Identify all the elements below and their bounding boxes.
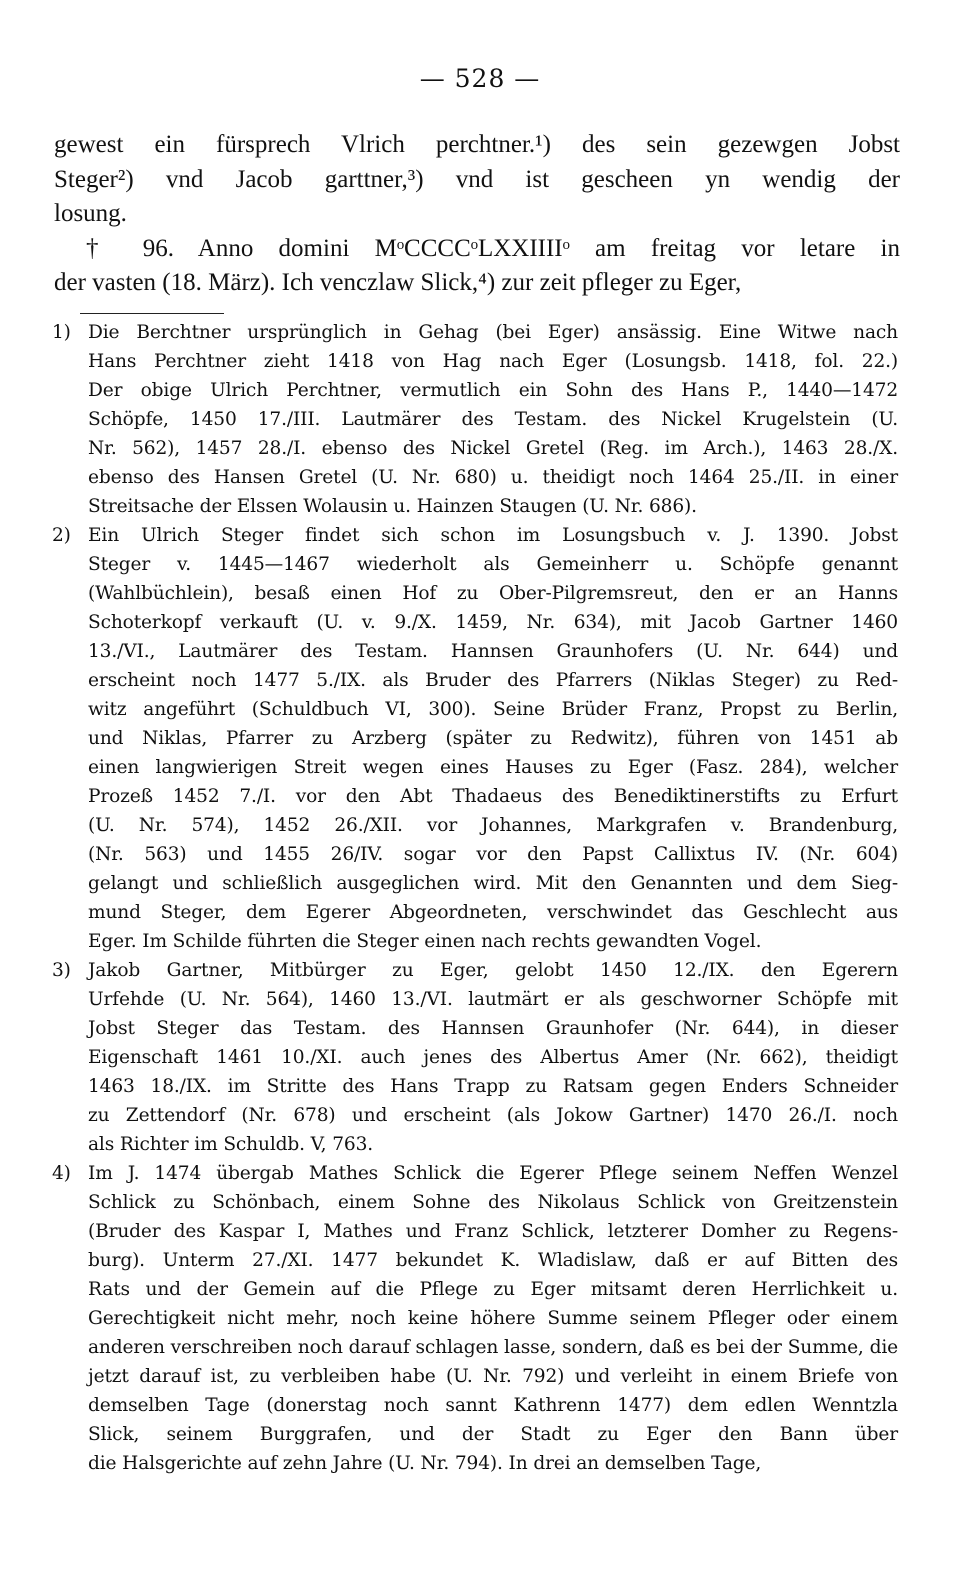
main-text-line: gewest ein fürsprech Vlrich perchtner.¹) des sein gezewgen Jobst (54, 131, 900, 158)
footnote-line (88, 985, 898, 1014)
footnote-line (88, 898, 898, 927)
footnote-text: Ein Ulrich Steger findet sich schon im Losungsbuch v. J. 1390. Jobst (88, 525, 898, 546)
footnote-text: Hans Perchtner zieht 1418 von Hag nach Eger (Losungsb. 1418, fol. 22.) (88, 351, 898, 372)
footnote-text: Steger v. 1445—1467 wiederholt als Gemeinherr u. Schöpfe genannt (88, 554, 898, 575)
footnote-number: 1) (52, 322, 71, 343)
footnote-text: Der obige Ulrich Perchtner, vermutlich ein Sohn des Hans P., 1440—1472 (88, 380, 898, 401)
footnote-text: jetzt darauf ist, zu verbleiben habe (U. Nr. 792) und verleiht in einem Briefe von (88, 1366, 898, 1387)
footnote-separator (80, 313, 224, 314)
footnote-text: (U. Nr. 574), 1452 26./XII. vor Johannes, Markgrafen v. Brandenburg, (88, 815, 898, 836)
footnote-line (88, 1217, 898, 1246)
footnote-line (88, 376, 898, 405)
main-text-line: Steger²) vnd Jacob garttner,³) vnd ist gescheen yn wendig der (54, 165, 900, 193)
footnote-line (88, 1391, 898, 1420)
footnote-line (52, 521, 898, 550)
footnote-text: Schöpfe, 1450 17./III. Lautmärer des Testam. des Nickel Krugelstein (U. (88, 409, 898, 430)
footnote-line (88, 1043, 898, 1072)
footnote-line (88, 1333, 898, 1362)
footnote-text: Rats und der Gemein auf die Pflege zu Eger mitsamt deren Herrlichkeit u. (88, 1279, 898, 1300)
footnote-text: 13./VI., Lautmärer des Testam. Hannsen Graunhofers (U. Nr. 644) und (88, 641, 898, 662)
footnote-text: (Wahlbüchlein), besaß einen Hof zu Ober-Pilgremsreut, den er an Hanns (88, 583, 898, 604)
footnote-line (88, 1449, 898, 1478)
footnote-text: Nr. 562), 1457 28./I. ebenso des Nickel Gretel (Reg. im Arch.), 1463 28./X. (88, 438, 898, 459)
main-text-line: losung. (54, 200, 127, 227)
footnote-text: Jakob Gartner, Mitbürger zu Eger, gelobt 1450 12./IX. den Egerern (88, 960, 898, 981)
footnote-text: Urfehde (U. Nr. 564), 1460 13./VI. lautmärt er als geschworner Schöpfe mit (88, 989, 898, 1010)
footnote-text: die Halsgerichte auf zehn Jahre (U. Nr. 794). In drei an demselben Tage, (88, 1453, 762, 1474)
footnote-text: anderen verschreiben noch darauf schlagen lasse, sondern, daß es bei der Summe, die (88, 1337, 898, 1358)
footnote-line (88, 1072, 898, 1101)
footnote-line (88, 1275, 898, 1304)
footnote-text: Eger. Im Schilde führten die Steger einen nach rechts gewandten Vogel. (88, 931, 762, 952)
footnote-text: gelangt und schließlich ausgeglichen wird. Mit den Genannten und dem Sieg- (88, 873, 898, 894)
footnote-line (88, 927, 898, 956)
footnote-text: burg). Unterm 27./XI. 1477 bekundet K. Wladislaw, daß er auf Bitten des (88, 1250, 898, 1271)
footnote-text: Schlick zu Schönbach, einem Sohne des Nikolaus Schlick von Greitzenstein (88, 1192, 898, 1213)
footnote-number: 2) (52, 525, 71, 546)
footnote-line (88, 492, 898, 521)
footnote-text: mund Steger, dem Egerer Abgeordneten, verschwindet das Geschlecht aus (88, 902, 898, 923)
footnote-text: als Richter im Schuldb. V, 763. (88, 1134, 374, 1155)
page-number: — 528 — (419, 64, 541, 93)
main-text-line: der vasten (18. März). Ich venczlaw Slick,⁴) zur zeit pfleger zu Eger, (54, 269, 742, 296)
footnote-line (88, 811, 898, 840)
footnote-line (88, 1420, 898, 1449)
footnote-text: 1463 18./IX. im Stritte des Hans Trapp zu Ratsam gegen Enders Schneider (88, 1076, 898, 1097)
footnote-text: zu Zettendorf (Nr. 678) und erscheint (als Jokow Gartner) 1470 26./I. noch (88, 1105, 898, 1126)
footnote-line (88, 347, 898, 376)
footnote-line (88, 753, 898, 782)
footnote-text: (Nr. 563) und 1455 26/IV. sogar vor den Papst Callixtus IV. (Nr. 604) (88, 844, 898, 865)
footnote-line (88, 724, 898, 753)
footnote-line (88, 579, 898, 608)
footnote-line (88, 666, 898, 695)
footnote-line (52, 956, 898, 985)
footnotes (52, 318, 898, 1478)
footnote-line (88, 869, 898, 898)
footnote-line (88, 695, 898, 724)
footnote-text: und Niklas, Pfarrer zu Arzberg (später zu Redwitz), führen von 1451 ab (88, 728, 898, 749)
footnote-text: Gerechtigkeit nicht mehr, noch keine höhere Summe seinem Pfleger oder einem (88, 1308, 898, 1329)
footnote-line (88, 782, 898, 811)
footnote-line (88, 1304, 898, 1333)
footnote-text: Prozeß 1452 7./I. vor den Abt Thadaeus des Benediktinerstifts zu Erfurt (88, 786, 898, 807)
footnote-line (88, 1362, 898, 1391)
footnote-text: (Bruder des Kaspar I, Mathes und Franz Schlick, letzterer Domher zu Regens- (88, 1221, 898, 1242)
footnote-text: Schoterkopf verkauft (U. v. 9./X. 1459, Nr. 634), mit Jacob Gartner 1460 (88, 612, 898, 633)
footnote-text: witz angeführt (Schuldbuch VI, 300). Seine Brüder Franz, Propst zu Berlin, (88, 699, 898, 720)
footnote-text: erscheint noch 1477 5./IX. als Bruder des Pfarrers (Niklas Steger) zu Red- (88, 670, 898, 691)
footnote-line (88, 434, 898, 463)
footnote-line (88, 637, 898, 666)
footnote-line (52, 1159, 898, 1188)
footnote-line (88, 1246, 898, 1275)
footnote-line (88, 1014, 898, 1043)
footnote-number: 3) (52, 960, 71, 981)
footnote-number: 4) (52, 1163, 71, 1184)
footnote-text: ebenso des Hansen Gretel (U. Nr. 680) u. theidigt noch 1464 25./II. in einer (88, 467, 898, 488)
footnote-text: Streitsache der Elssen Wolausin u. Hainzen Staugen (U. Nr. 686). (88, 496, 697, 517)
footnote-text: einen langwierigen Streit wegen eines Hauses zu Eger (Fasz. 284), welcher (88, 757, 898, 778)
footnote-text: Slick, seinem Burggrafen, und der Stadt zu Eger den Bann über (88, 1424, 898, 1445)
footnote-line (88, 550, 898, 579)
footnote-line (88, 463, 898, 492)
footnote-line (88, 1101, 898, 1130)
footnote-text: Eigenschaft 1461 10./XI. auch jenes des Albertus Amer (Nr. 662), theidigt (88, 1047, 898, 1068)
footnote-text: Die Berchtner ursprünglich in Gehag (bei Eger) ansässig. Eine Witwe nach (88, 322, 898, 343)
footnote-line (88, 405, 898, 434)
footnote-line (88, 1130, 898, 1159)
footnote-line (52, 318, 898, 347)
footnote-line (88, 1188, 898, 1217)
footnote-text: demselben Tage (donerstag noch sannt Kathrenn 1477) dem edlen Wenntzla (88, 1395, 898, 1416)
footnote-line (88, 608, 898, 637)
footnote-line (88, 840, 898, 869)
footnote-text: Jobst Steger das Testam. des Hannsen Graunhofer (Nr. 644), in dieser (88, 1018, 898, 1039)
footnote-text: Im J. 1474 übergab Mathes Schlick die Egerer Pflege seinem Neffen Wenzel (88, 1163, 898, 1184)
main-text (54, 128, 900, 301)
main-text-line: † 96. Anno domini MᵒCCCCᵒLXXIIIIᵒ am freitag vor letare in (86, 234, 900, 262)
